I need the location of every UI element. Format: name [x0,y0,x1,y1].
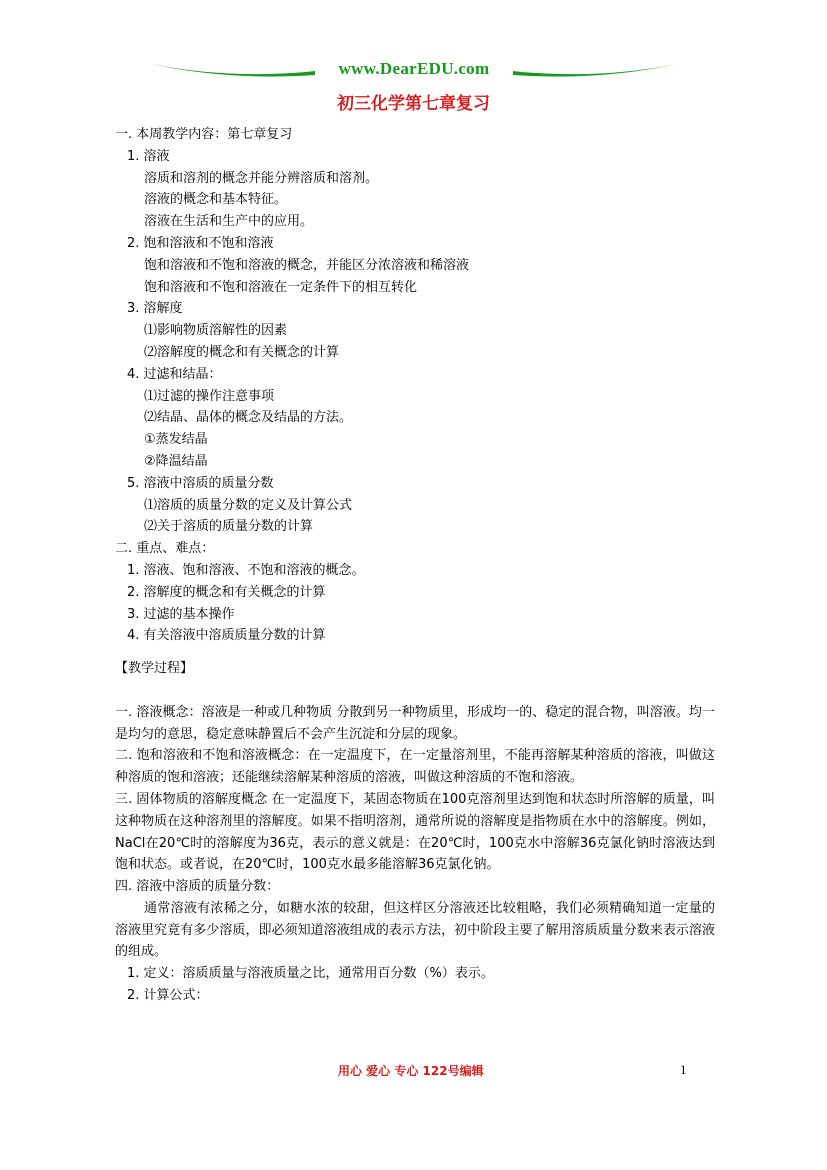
list-item-label: 3. 溶解度 [127,301,183,317]
page-header [150,56,678,84]
list-item-text: 溶液在生活和生产中的应用。 [144,214,314,230]
list-item-text: 饱和溶液和不饱和溶液的概念，并能区分浓溶液和稀溶液 [144,257,470,273]
section-heading: 四. 溶液中溶质的质量分数： [115,879,280,895]
page-number: 1 [680,1062,687,1077]
list-item: 1. 溶液、饱和溶液、不饱和溶液的概念。 [127,562,365,578]
list-item-text: ①蒸发结晶 [144,432,208,448]
list-item-text: ⑴影响物质溶解性的因素 [144,323,288,339]
list-item-text: ⑴过滤的操作注意事项 [144,388,275,404]
list-item-label: 1. 溶液 [127,148,170,164]
paragraph-saturated-concept: 二. 饱和溶液和不饱和溶液概念：在一定温度下，在一定量溶剂里，不能再溶解某种溶质的溶液，叫做这种溶质的饱和溶液；还能继续溶解某种溶质的溶液，叫做这种溶质的不饱和溶液。 [115,748,715,786]
list-item-text: ⑵溶解度的概念和有关概念的计算 [144,344,340,360]
list-item: 4. 有关溶液中溶质质量分数的计算 [127,628,326,644]
list-item: 3. 过滤的基本操作 [127,606,235,622]
list-item: 1. 定义：溶质质量与溶液质量之比，通常用百分数（%）表示。 [127,966,494,982]
list-item-text: 溶液的概念和基本特征。 [144,192,288,208]
list-item-text: ②降温结晶 [144,453,208,469]
document-body [115,124,715,1007]
section-heading: 一. 本周教学内容：第七章复习 [115,127,293,142]
page-footer [0,1062,827,1082]
site-name: www.DearEDU.com [338,59,490,78]
paragraph-mass-fraction: 通常溶液有浓稀之分，如糖水浓的较甜，但这样区分溶液还比较粗略，我们必须精确知道一定量的溶液里究竟有多少溶质，即必须知道溶液组成的表示方法，初中阶段主要了解用溶质质量分数来表示溶液的组成。 [115,900,715,960]
section-heading: 二. 重点、难点： [115,541,215,557]
list-item-text: 溶质和溶剂的概念并能分辨溶质和溶剂。 [144,170,379,186]
paragraph-solubility-concept: 三. 固体物质的溶解度概念 在一定温度下，某固态物质在100克溶剂里达到饱和状态时所溶解的质量，叫这种物质在这种溶剂里的溶解度。如果不指明溶剂，通常所说的溶解度是指物质在水中的溶解度。例如，NaCl在20℃时的溶解度为36克，表示的意义就是：在20℃时，100克水中溶解36克氯化钠时溶液达到饱和状态。或者说，在20℃时，100克水最多能溶解36克氯化钠。 [115,791,715,873]
list-item-label: 4. 过滤和结晶： [127,366,222,382]
list-item: 2. 计算公式： [127,988,209,1004]
footer-slogan: 用心 爱心 专心 122号编辑 [338,1064,484,1078]
list-item-label: 2. 饱和溶液和不饱和溶液 [127,235,274,251]
paragraph-solution-concept: 一. 溶液概念：溶液是一种或几种物质 分散到另一种物质里，形成均一的、稳定的混合物，叫溶液。均一是均匀的意思，稳定意味静置后不会产生沉淀和分层的现象。 [115,704,715,742]
process-heading: 【教学过程】 [115,661,194,677]
list-item-text: ⑵结晶、晶体的概念及结晶的方法。 [144,410,353,426]
list-item-text: 饱和溶液和不饱和溶液在一定条件下的相互转化 [144,279,418,295]
list-item-text: ⑵关于溶质的质量分数的计算 [144,519,314,535]
list-item-label: 5. 溶液中溶质的质量分数 [127,475,274,491]
page-title: 初三化学第七章复习 [337,94,490,114]
list-item-text: ⑴溶质的质量分数的定义及计算公式 [144,497,353,513]
list-item: 2. 溶解度的概念和有关概念的计算 [127,584,326,600]
